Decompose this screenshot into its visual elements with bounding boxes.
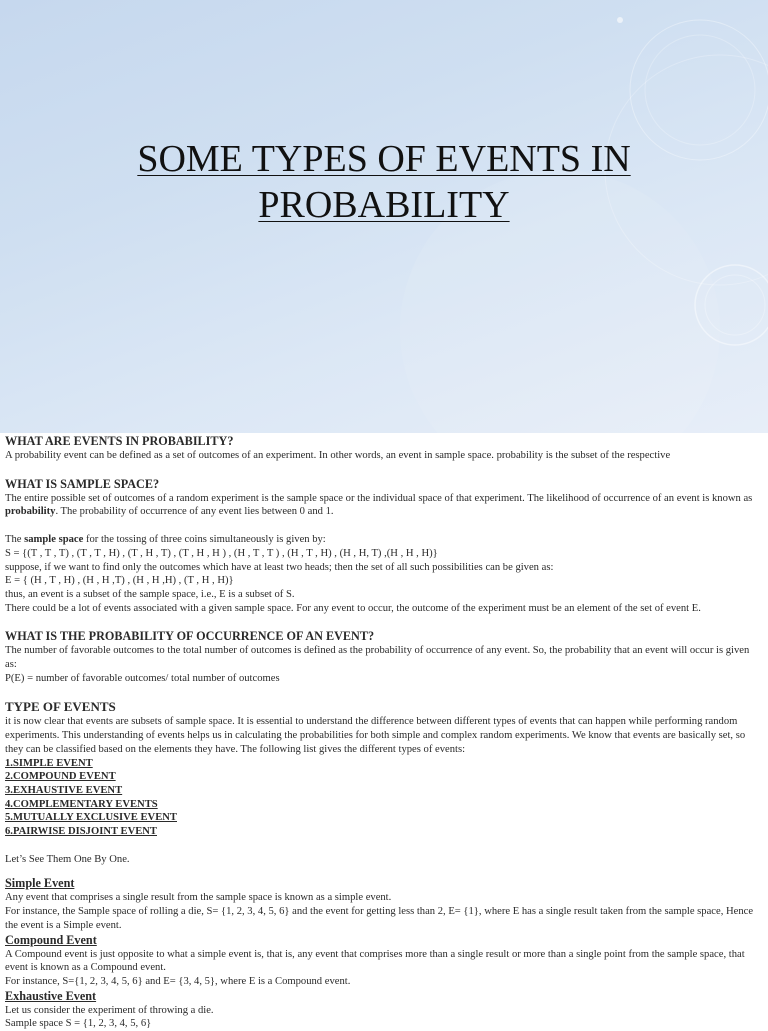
exhaustive-event-sample-space: Sample space S = {1, 2, 3, 4, 5, 6}: [5, 1018, 152, 1030]
example-event-set: E = { (H , T , H) , (H , H ,T) , (H , H ,H) , (T , H , H)}: [5, 575, 234, 587]
occurrence-heading: WHAT IS THE PROBABILITY OF OCCURRENCE OF AN EVENT?: [5, 629, 375, 644]
example-intro: The sample space for the tossing of three coins simultaneously is given by:: [5, 534, 326, 546]
probability-term: probability: [5, 506, 56, 518]
sample-space-term: sample space: [24, 534, 84, 546]
title-slide-banner: [0, 0, 768, 433]
example-suppose: suppose, if we want to find only the outcomes which have at least two heads; then the set of all such possibilities can be given as:: [5, 561, 554, 573]
simple-event-example: For instance, the Sample space of rolling a die, S= {1, 2, 3, 4, 5, 6} and the event for getting less than 2, E= {1}, where E has a single result taken from the sample space, Hence the event is a Simple event.: [5, 906, 754, 931]
example-thus: thus, an event is a subset of the sample space, i.e., E is a subset of S.: [5, 588, 295, 600]
compound-event-example: For instance, S={1, 2, 3, 4, 5, 6} and E= {3, 4, 5}, where E is a Compound event.: [5, 975, 351, 987]
list-item: 3.EXHAUSTIVE EVENT: [5, 784, 123, 796]
events-definition: A probability event can be defined as a set of outcomes of an experiment. In other words, an event in sample space. probability is the subset of the respective: [5, 450, 671, 461]
simple-event-heading: Simple Event: [5, 876, 75, 891]
slide-title-line1: SOME TYPES OF EVENTS IN: [137, 138, 631, 180]
document-body: [5, 434, 760, 1031]
compound-event-text: A Compound event is just opposite to what a simple event is, that is, any event that comprises more than a single result or more than a single point from the sample space, that event is known as a Compound event.: [5, 948, 745, 974]
types-intro: it is now clear that events are subsets of sample space. It is essential to understand the difference between different types of events that can happen while performing random experiments. This understanding of events helps us in calculating the probabilities for both simple and complex random experiments. We know that events are basically set, so they can be classified based on the elements they have. The following list gives the different types of events:: [5, 716, 746, 755]
list-item: 6.PAIRWISE DISJOINT EVENT: [5, 826, 157, 838]
list-item: 2.COMPOUND EVENT: [5, 771, 116, 783]
example-there: There could be a lot of events associated with a given sample space. For any event to occur, the outcome of the experiment must be an element of the set of event E.: [5, 602, 701, 614]
slide-title-line2: PROBABILITY: [258, 184, 510, 226]
exhaustive-event-heading: Exhaustive Event: [5, 988, 97, 1003]
list-item: 5.MUTUALLY EXCLUSIVE EVENT: [5, 812, 177, 824]
lets-see-text: Let’s See Them One By One.: [5, 853, 130, 865]
probability-formula: P(E) = number of favorable outcomes/ total number of outcomes: [5, 672, 280, 684]
list-item: 1.SIMPLE EVENT: [5, 757, 93, 769]
simple-event-text: Any event that comprises a single result from the sample space is known as a simple event.: [5, 892, 392, 904]
sample-space-definition: The entire possible set of outcomes of a random experiment is the sample space or the individual space of that experiment. The likelihood of occurrence of an event is known as probability. The probability of occurrence of any event lies between 0 and 1.: [5, 492, 753, 518]
list-item: 4.COMPLEMENTARY EVENTS: [5, 798, 158, 810]
sample-space-heading: WHAT IS SAMPLE SPACE?: [5, 476, 160, 491]
occurrence-definition: The number of favorable outcomes to the total number of outcomes is defined as the probability of occurrence of any event. So, the probability that an event will occur is given as:: [5, 645, 750, 671]
slide-title: [0, 136, 768, 228]
example-sample-space: S = {(T , T , T) , (T , T , H) , (T , H , T) , (T , H , H ) , (H , T , T ) , (H , T , H) , (H , H, T) ,(H , H , H)}: [5, 547, 438, 559]
exhaustive-event-text: Let us consider the experiment of throwing a die.: [5, 1004, 214, 1016]
compound-event-heading: Compound Event: [5, 932, 97, 947]
types-heading: TYPE OF EVENTS: [5, 699, 116, 715]
events-heading: WHAT ARE EVENTS IN PROBABILITY?: [5, 434, 234, 448]
